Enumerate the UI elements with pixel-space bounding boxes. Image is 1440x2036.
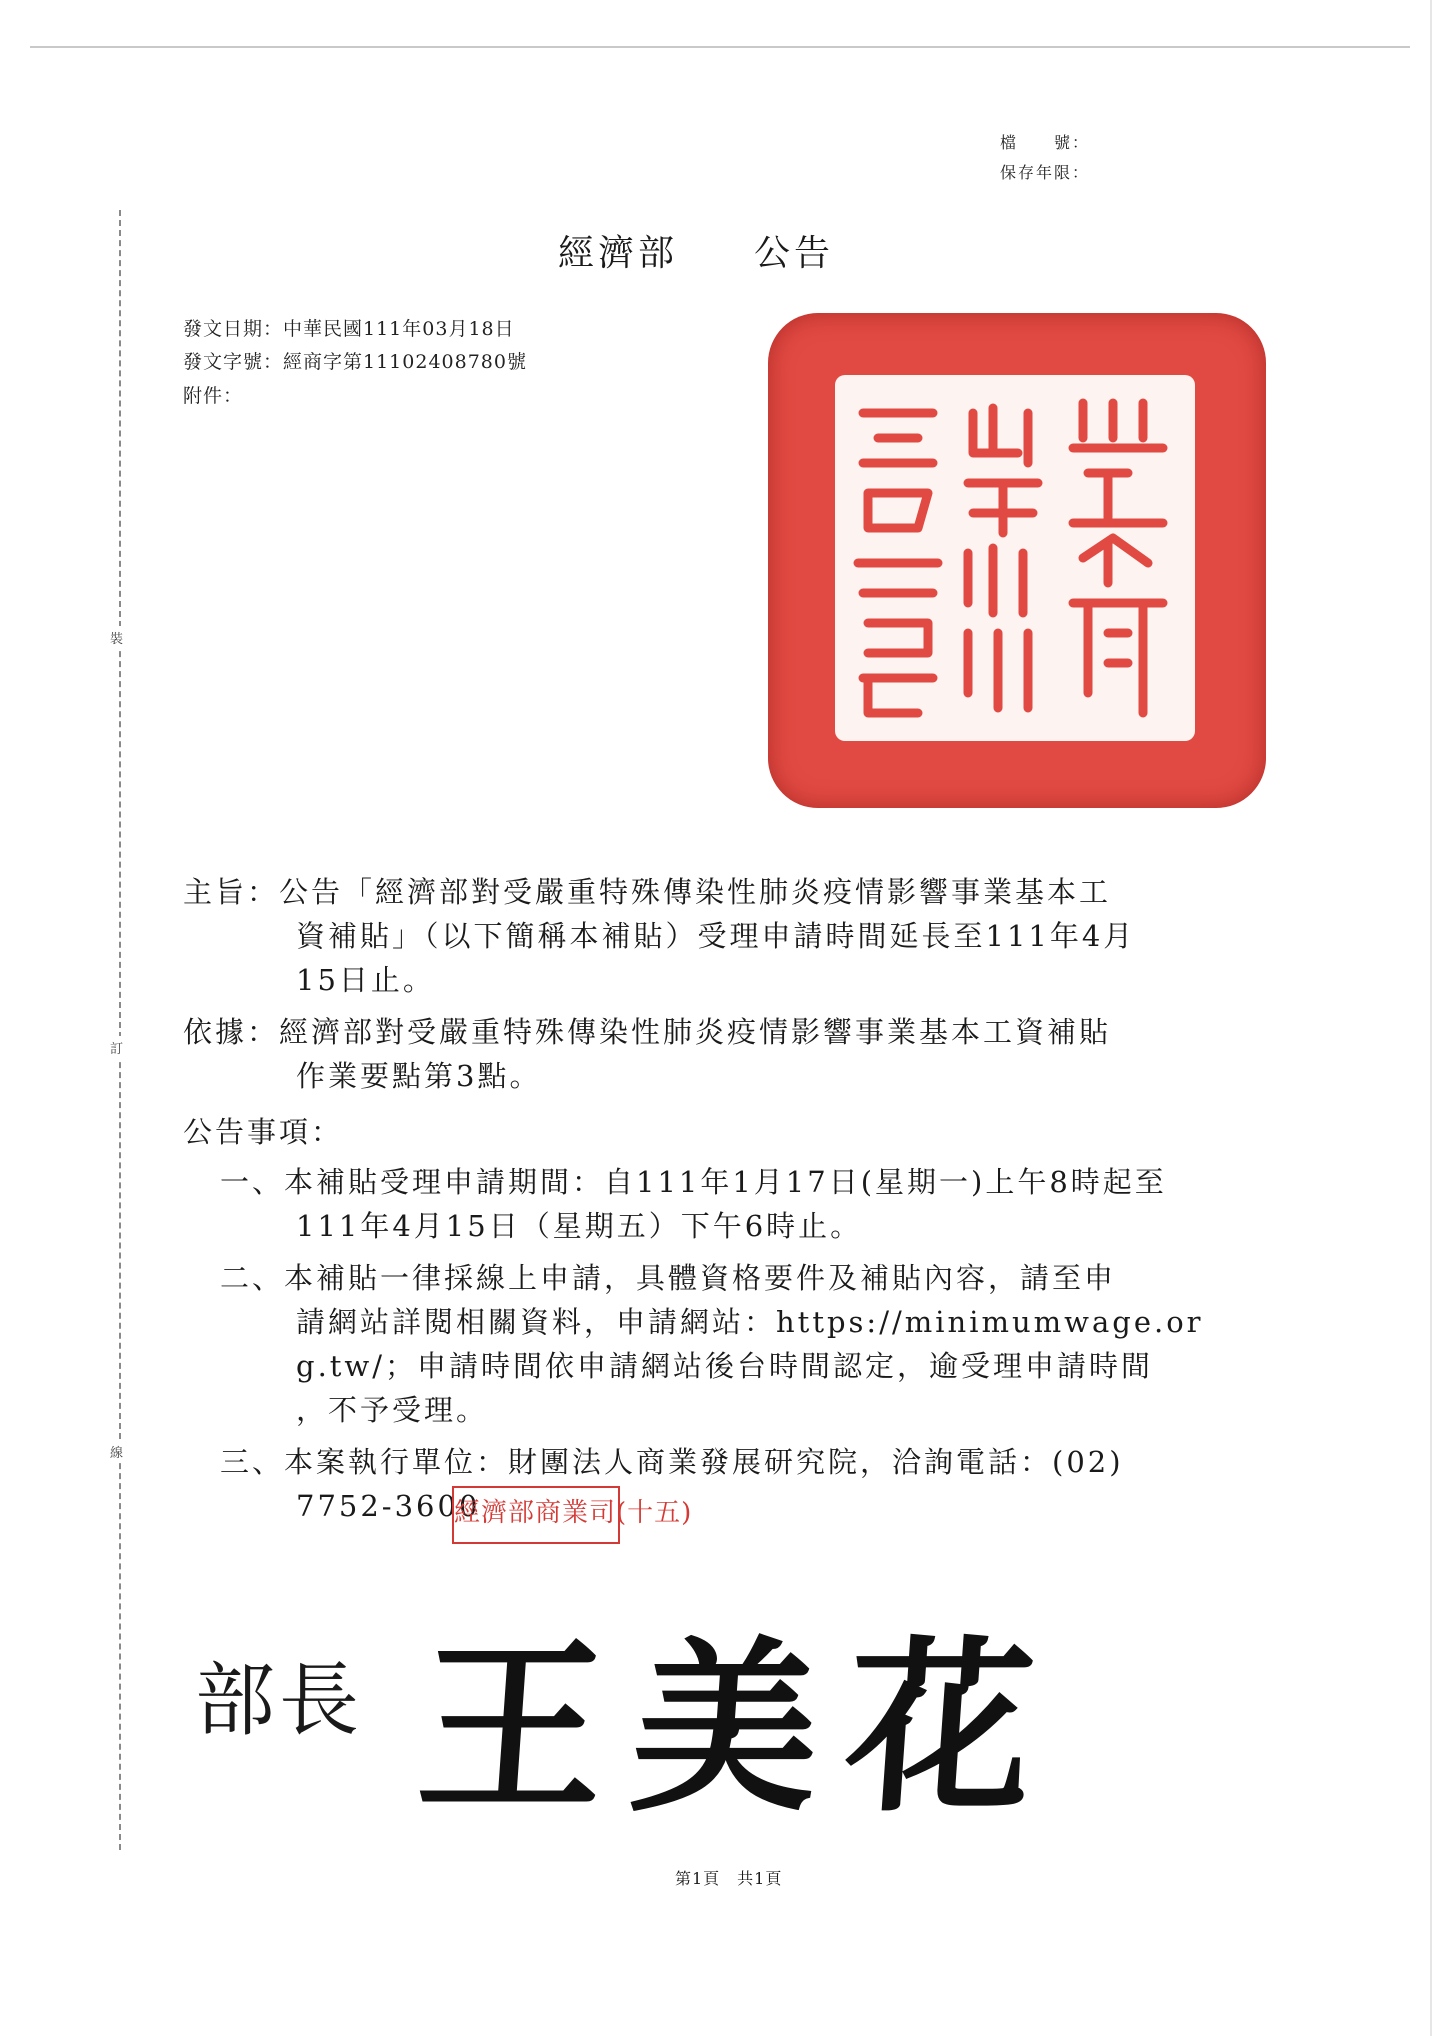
matter-item-2-cont: g.tw/；申請時間依申請網站後台時間認定，逾受理申請時間 <box>296 1349 1154 1383</box>
issue-date: 發文日期：中華民國111年03月18日 <box>183 318 515 340</box>
binding-mark: 裝 <box>110 626 123 649</box>
department-seal: 經濟部商業司(十五) <box>452 1486 620 1544</box>
subject-line: 資補貼」（以下簡稱本補貼）受理申請時間延長至111年4月 <box>296 919 1136 953</box>
file-number-label: 檔 號： <box>999 133 1090 152</box>
binding-mark: 線 <box>110 1440 123 1463</box>
subject-line: 主旨：公告「經濟部對受嚴重特殊傳染性肺炎疫情影響事業基本工 <box>183 875 1112 909</box>
subject-line: 15日止。 <box>296 963 435 997</box>
matter-item-3-cont: 7752-3600 <box>296 1489 481 1523</box>
minister-title: 部長 <box>195 1654 363 1747</box>
issue-number: 發文字號：經商字第11102408780號 <box>183 351 527 373</box>
matter-item-2-cont: ，不予受理。 <box>296 1393 489 1427</box>
official-seal <box>768 313 1266 808</box>
right-scan-edge <box>1430 0 1432 2036</box>
binding-line <box>119 210 121 1850</box>
retention-label: 保存年限： <box>999 163 1090 182</box>
matters-heading: 公告事項： <box>183 1115 344 1149</box>
attachment-label: 附件： <box>183 385 244 407</box>
basis-line: 作業要點第3點。 <box>296 1059 542 1093</box>
agency-name: 經濟部 <box>558 233 679 274</box>
matter-item-1: 一、本補貼受理申請期間：自111年1月17日(星期一)上午8時起至 <box>220 1165 1167 1199</box>
minister-signature: 王美花 <box>411 1618 1069 1837</box>
matter-item-2-cont: 請網站詳閱相關資料，申請網站：https://minimumwage.or <box>296 1305 1204 1339</box>
binding-mark: 訂 <box>110 1036 123 1059</box>
seal-characters-icon <box>768 313 1266 808</box>
document-title <box>558 225 834 276</box>
matter-item-3: 三、本案執行單位：財團法人商業發展研究院，洽詢電話：(02) <box>220 1445 1124 1479</box>
page-number: 第1頁 共1頁 <box>675 1869 783 1888</box>
document-type: 公告 <box>754 233 835 274</box>
matter-item-1-cont: 111年4月15日（星期五）下午6時止。 <box>296 1209 863 1243</box>
top-scan-edge <box>30 46 1410 48</box>
matter-item-2: 二、本補貼一律採線上申請，具體資格要件及補貼內容，請至申 <box>220 1261 1117 1295</box>
basis-line: 依據：經濟部對受嚴重特殊傳染性肺炎疫情影響事業基本工資補貼 <box>183 1015 1112 1049</box>
